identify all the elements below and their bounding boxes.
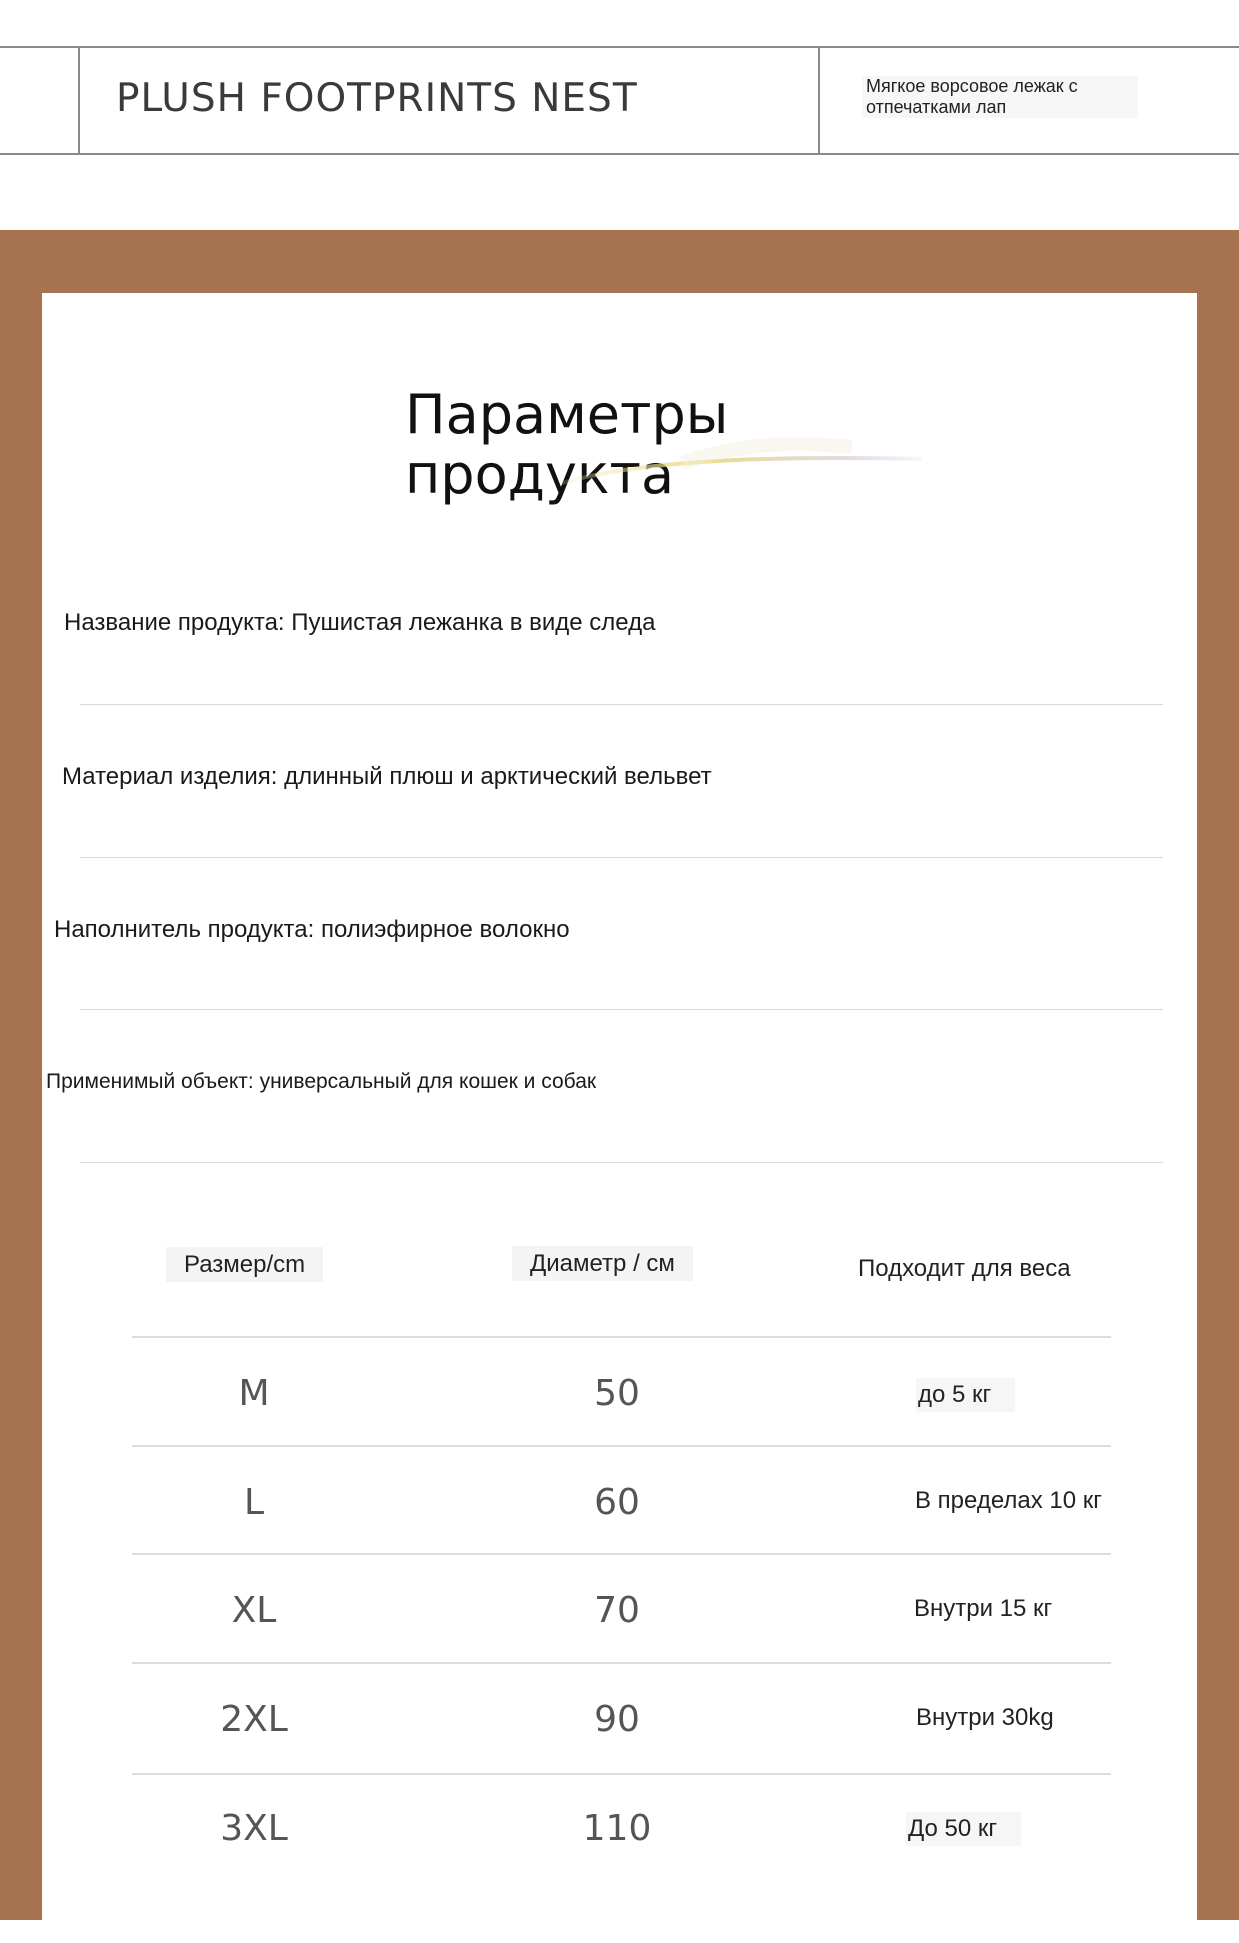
param-divider — [80, 1162, 1163, 1163]
param-divider — [80, 704, 1163, 705]
table-header-diameter — [512, 1250, 693, 1278]
weight-cell: В пределах 10 кг — [915, 1487, 1103, 1514]
table-header-size — [166, 1251, 323, 1279]
header-subtitle-line2: отпечатками лап — [866, 97, 1007, 117]
weight-cell: Внутри 30kg — [916, 1704, 1054, 1731]
brand-title: PLUSH FOOTPRINTS NEST — [116, 76, 638, 121]
diameter-cell: 110 — [582, 1808, 652, 1849]
diameter-cell: 70 — [594, 1590, 640, 1631]
size-cell: L — [243, 1482, 265, 1523]
table-header-diameter-label: Диаметр / см — [512, 1246, 693, 1281]
table-header-size-label: Размер/cm — [166, 1247, 323, 1282]
table-row-rule — [132, 1662, 1111, 1664]
table-header-weight: Подходит для веса — [858, 1255, 1071, 1282]
param-divider — [80, 857, 1163, 858]
page-header — [0, 0, 1239, 230]
size-cell: M — [238, 1373, 270, 1414]
header-right-divider — [818, 46, 820, 155]
param-filling: Наполнитель продукта: полиэфирное волокно — [54, 916, 570, 943]
header-left-divider — [78, 46, 80, 155]
weight-cell: до 5 кг — [916, 1378, 1015, 1412]
param-divider — [80, 1009, 1163, 1010]
header-subtitle — [862, 76, 1138, 118]
table-row-rule — [132, 1773, 1111, 1775]
weight-cell: До 50 кг — [906, 1812, 1021, 1846]
table-row-rule — [132, 1336, 1111, 1338]
param-applicable-object: Применимый объект: универсальный для кошек и собак — [46, 1070, 597, 1093]
brown-frame — [0, 230, 1239, 1920]
header-subtitle-line1: Мягкое ворсовое лежак с — [866, 76, 1078, 96]
param-product-name: Название продукта: Пушистая лежанка в виде следа — [64, 609, 656, 636]
size-cell: XL — [231, 1590, 277, 1631]
header-bottom-rule — [0, 153, 1239, 155]
size-cell: 3XL — [220, 1808, 288, 1849]
parameters-card — [42, 293, 1197, 1943]
header-top-rule — [0, 46, 1239, 48]
table-row-rule — [132, 1553, 1111, 1555]
diameter-cell: 50 — [594, 1373, 640, 1414]
diameter-cell: 60 — [594, 1482, 640, 1523]
param-material: Материал изделия: длинный плюш и арктический вельвет — [62, 763, 712, 790]
section-title-line1: Параметры — [405, 383, 729, 446]
section-title-line2: продукта — [405, 443, 675, 506]
table-row-rule — [132, 1445, 1111, 1447]
diameter-cell: 90 — [594, 1699, 640, 1740]
size-cell: 2XL — [220, 1699, 288, 1740]
weight-cell: Внутри 15 кг — [914, 1595, 1053, 1622]
brush-stroke-decoration — [552, 433, 932, 493]
